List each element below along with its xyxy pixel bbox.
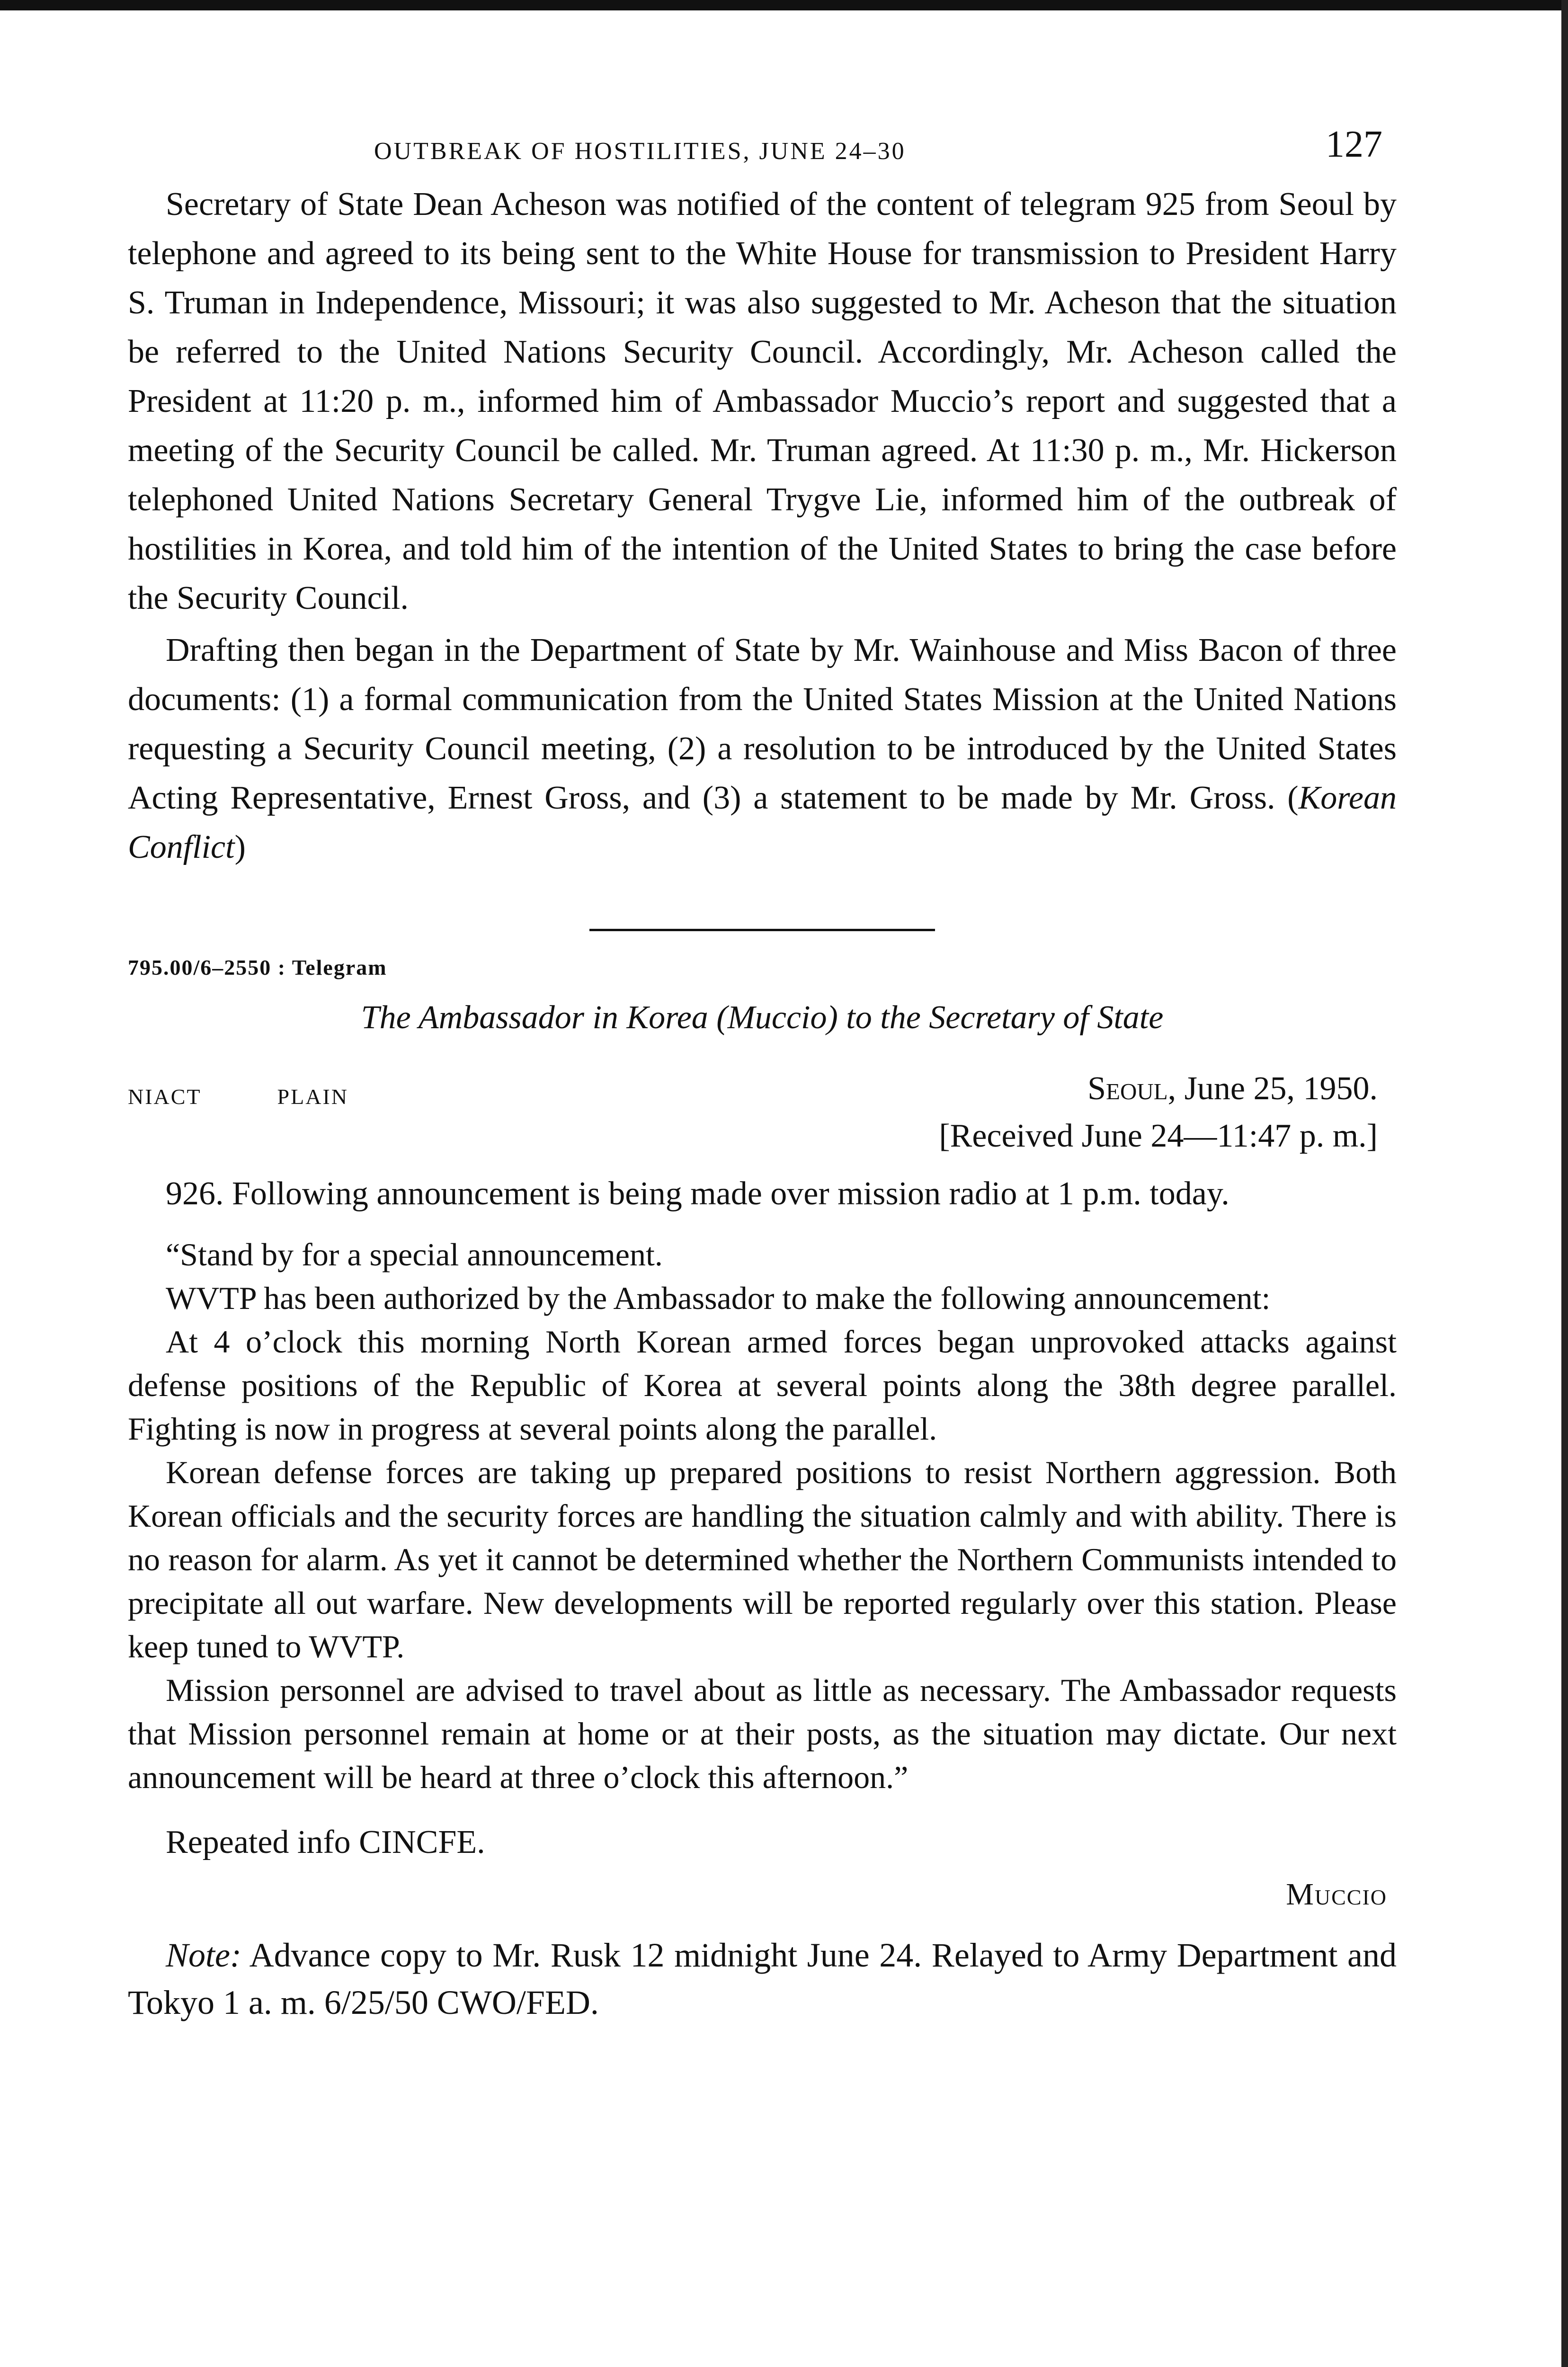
scan-right-border	[1561, 0, 1568, 2367]
place: Seoul,	[1087, 1070, 1176, 1107]
page-number: 127	[1326, 124, 1382, 165]
date: June 25, 1950.	[1176, 1070, 1378, 1107]
document-page	[128, 109, 1397, 2026]
indicator-plain: PLAIN	[277, 1085, 348, 1109]
section-divider	[589, 929, 935, 931]
announcement-line: “Stand by for a special announcement.	[166, 1237, 663, 1272]
intro-paragraph-2-text: Drafting then began in the Department of State by Mr. Wainhouse and Miss Bacon of three documents: (1) a formal communication from the United States Mission at the United Nations requesting a Security Council meeting, (2) a resolution to be introduced by the United States Acting Representative, Ernest Gross, and (3) a statement to be made by Mr. Gross. (	[128, 632, 1397, 816]
indicator-niact: NIACT	[128, 1085, 202, 1109]
scan-top-border	[0, 0, 1568, 10]
repeated-info: Repeated info CINCFE.	[166, 1824, 485, 1860]
received-line: [Received June 24—11:47 p. m.]	[939, 1118, 1378, 1154]
telegram-meta	[128, 1070, 1397, 1112]
editorial-note	[128, 1931, 1397, 2026]
handling-indicators	[128, 1084, 348, 1109]
page-header	[128, 109, 1397, 180]
note-label: Note:	[166, 1936, 241, 1974]
intro-paragraph-2	[128, 626, 1397, 872]
document-title: The Ambassador in Korea (Muccio) to the Secretary of State	[361, 999, 1164, 1036]
citation-close: )	[234, 829, 246, 865]
announcement-block	[128, 1233, 1397, 1799]
file-reference: 795.00/6–2550 : Telegram	[128, 955, 387, 979]
running-head: OUTBREAK OF HOSTILITIES, JUNE 24–30	[374, 138, 906, 165]
place-date	[1087, 1070, 1378, 1108]
announcement-line: WVTP has been authorized by the Ambassador to make the following announcement:	[166, 1280, 1271, 1316]
announcement-line: Mission personnel are advised to travel about as little as necessary. The Ambassador requests that Mission personnel remain at home or at their posts, as the situation may dictate. Our next announcement will be heard at three o’clock this afternoon.”	[128, 1672, 1397, 1795]
announcement-line: Korean defense forces are taking up prepared positions to resist Northern aggression. Both Korean officials and the security forces are handling the situation calmly and with ability. There is no reason for alarm. As yet it cannot be determined whether the Northern Communists intended to precipitate all out warfare. New developments will be reported regularly over this station. Please keep tuned to WVTP.	[128, 1454, 1397, 1664]
announcement-line: At 4 o’clock this morning North Korean armed forces began unprovoked attacks against defense positions of the Republic of Korea at several points along the 38th degree parallel. Fighting is now in progress at several points along the parallel.	[128, 1324, 1397, 1447]
intro-paragraph-1: Secretary of State Dean Acheson was notified of the content of telegram 925 from Seoul by telephone and agreed to its being sent to the White House for transmission to President Harry S. Truman in Independence, Missouri; it was also suggested to Mr. Acheson that the situation be referred to the United Nations Security Council. Accordingly, Mr. Acheson called the President at 11:20 p. m., informed him of Ambassador Muccio’s report and suggested that a meeting of the Security Council be called. Mr. Truman agreed. At 11:30 p. m., Mr. Hickerson telephoned United Nations Secretary General Trygve Lie, informed him of the outbreak of hostilities in Korea, and told him of the intention of the United States to bring the case before the Security Council.	[128, 186, 1397, 616]
message-paragraph: 926. Following announcement is being made over mission radio at 1 p.m. today.	[166, 1175, 1229, 1212]
note-text: Advance copy to Mr. Rusk 12 midnight June 24. Relayed to Army Department and Tokyo 1 a. m. 6/25/50 CWO/FED.	[128, 1936, 1397, 2021]
signature: Muccio	[1286, 1877, 1387, 1912]
citation: Korean Conflict	[128, 780, 1397, 865]
